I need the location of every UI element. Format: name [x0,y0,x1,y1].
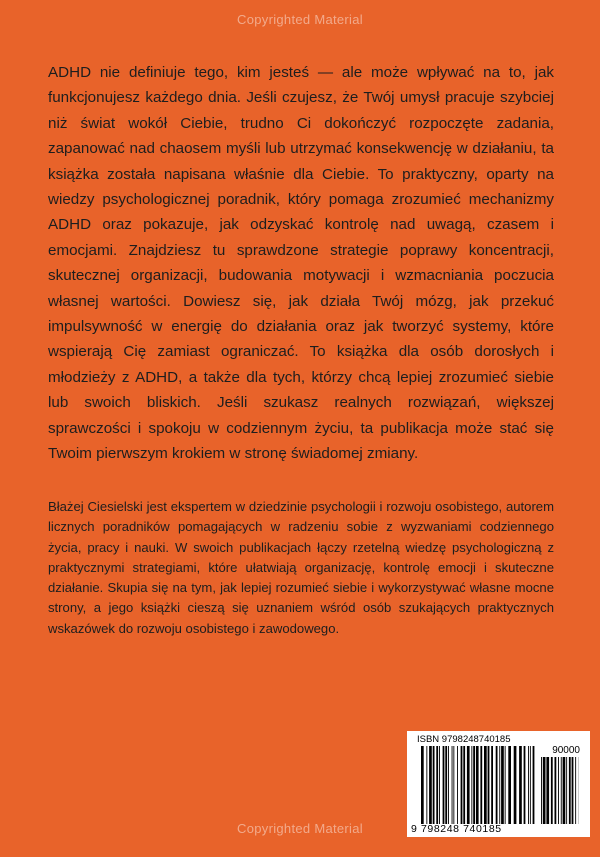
watermark-bottom: Copyrighted Material [237,821,363,836]
barcode-addon-bars-icon [541,757,579,824]
book-blurb: ADHD nie definiuje tego, kim jesteś — ale może wpływać na to, jak funkcjonujesz każdego dnia. Jeśli czujesz, że Twój umysł pracuje szybciej niż świat wokół Ciebie, trudno Ci dokończyć rozpoczęte zadania, zapanować nad chaosem myśli lub utrzymać konsekwencję w działaniu, ta książka została napisana właśnie dla Ciebie. To praktyczny, oparty na wiedzy psychologicznej poradnik, który pomaga zrozumieć mechanizmy ADHD oraz pokazuje, jak odzyskać kontrolę nad uwagą, czasem i emocjami. Znajdziesz tu sprawdzone strategie poprawy koncentracji, skutecznej organizacji, budowania motywacji i wzmacniania poczucia własnej wartości. Dowiesz się, jak działa Twój mózg, jak przekuć impulsywność w energię do działania oraz jak tworzyć systemy, które wspierają Cię zamiast ograniczać. To książka dla osób dorosłych i młodzieży z ADHD, a także dla tych, którzy chcą lepiej zrozumieć siebie lub swoich bliskich. Jeśli szukasz realnych rozwiązań, większej sprawczości i spokoju w codziennym życiu, ta publikacja może stać się Twoim pierwszym krokiem w stronę świadomej zmiany. [48,64,554,463]
ean-digits: 9 798248 740185 [411,823,502,835]
author-bio: Błażej Ciesielski jest ekspertem w dziedzinie psychologii i rozwoju osobistego, autorem licznych poradników pomagających w radzeniu sobie z wyzwaniami codziennego życia, pracy i nauki. W swoich publikacjach łączy rzetelną wiedzę psychologiczną z praktycznymi strategiami, które ułatwiają organizację, kontrolę emocji i skuteczne działanie. Skupia się na tym, jak lepiej rozumieć siebie i wykorzystywać własne mocne strony, a jego książki cieszą się uznaniem wśród osób szukających praktycznych wskazówek do rozwoju osobistego i zawodowego. [48,499,554,636]
isbn-label: ISBN 9798248740185 [417,734,511,745]
price-code: 90000 [552,745,580,756]
watermark-top: Copyrighted Material [237,12,363,27]
barcode-bars-icon [421,746,536,824]
